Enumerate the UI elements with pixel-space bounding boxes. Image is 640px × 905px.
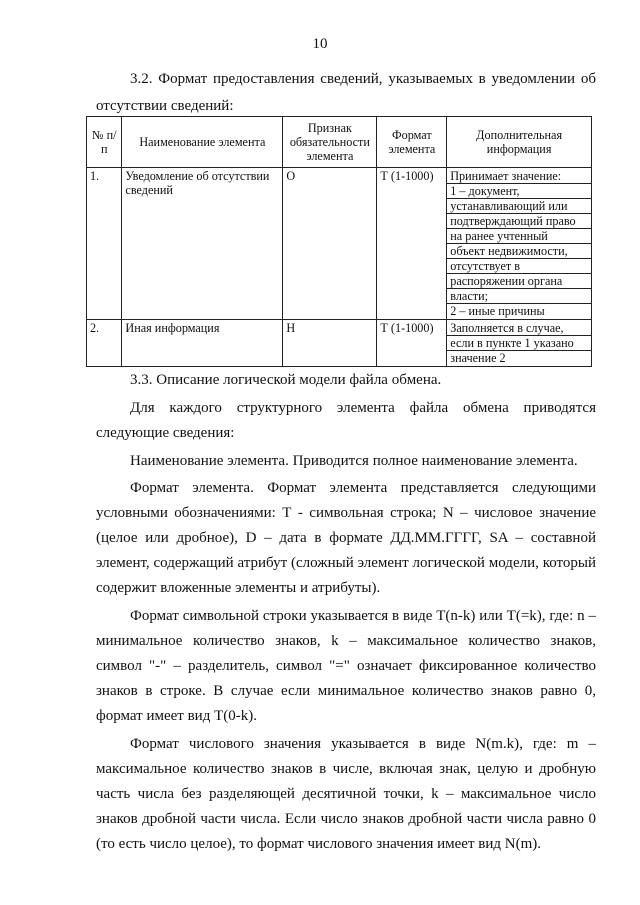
info-line: если в пункте 1 указано — [447, 336, 591, 351]
header-info: Дополнительная информация — [447, 117, 592, 168]
row-info — [447, 320, 592, 367]
row-required: О — [283, 168, 377, 320]
info-line: на ранее учтенный — [447, 229, 591, 244]
paragraph-5: Формат числового значения указывается в виде N(m.k), где: m – максимальное количество знаков в числе, включая знак, целую и дробную часть числа без разделяющей десятичной точки, k – максимальное число знаков дробной части числа. Если число знаков дробной части числа равно 0 (то есть число целое), то формат числового значения имеет вид N(m). — [96, 736, 596, 852]
row-name: Уведомление об отсутствии сведений — [122, 168, 283, 320]
row-format: Т (1-1000) — [377, 320, 447, 367]
table-row — [87, 168, 592, 320]
elements-table — [86, 116, 592, 367]
section-3-2-heading: 3.2. Формат предоставления сведений, указываемых в уведомлении об отсутствии сведений: — [96, 71, 596, 114]
paragraph-2: Наименование элемента. Приводится полное наименование элемента. — [130, 453, 578, 469]
row-name: Иная информация — [122, 320, 283, 367]
info-line: 1 – документ, — [447, 184, 591, 199]
header-name: Наименование элемента — [122, 117, 283, 168]
info-line: 2 – иные причины — [450, 304, 545, 318]
info-line: отсутствует в — [447, 259, 591, 274]
info-line: подтверждающий право — [447, 214, 591, 229]
info-line: значение 2 — [450, 351, 506, 365]
paragraph-1: Для каждого структурного элемента файла обмена приводятся следующие сведения: — [96, 400, 596, 441]
info-line: Принимает значение: — [447, 169, 591, 184]
paragraph-4: Формат символьной строки указывается в виде T(n-k) или T(=k), где: n – минимальное количество знаков, k – максимальное количество знаков, символ "-" – разделитель, символ "=" означает фиксированное количество знаков в строке. В случае если минимальное количество знаков равно 0, формат имеет вид T(0-k). — [96, 608, 596, 724]
header-format: Формат элемента — [377, 117, 447, 168]
header-num: № п/п — [87, 117, 122, 168]
row-num: 1. — [87, 168, 122, 320]
page-number: 10 — [312, 36, 328, 52]
info-line: Заполняется в случае, — [447, 321, 591, 336]
row-num: 2. — [87, 320, 122, 367]
table-header-row — [87, 117, 592, 168]
paragraph-3: Формат элемента. Формат элемента представляется следующими условными обозначениями: Т - символьная строка; N – числовое значение (целое или дробное), D – дата в формате ДД.ММ.ГГГГ, SA – составной элемент, содержащий атрибут (сложный элемент логической модели, который содержит вложенные элементы и атрибуты). — [96, 480, 596, 596]
row-required: Н — [283, 320, 377, 367]
section-3-3-heading: 3.3. Описание логической модели файла обмена. — [130, 372, 442, 388]
header-required: Признак обязательности элемента — [283, 117, 377, 168]
info-line: объект недвижимости, — [447, 244, 591, 259]
info-line: устанавливающий или — [447, 199, 591, 214]
table-row — [87, 320, 592, 367]
info-line: власти; — [447, 289, 591, 304]
row-info — [447, 168, 592, 320]
info-line: распоряжении органа — [447, 274, 591, 289]
row-format: Т (1-1000) — [377, 168, 447, 320]
